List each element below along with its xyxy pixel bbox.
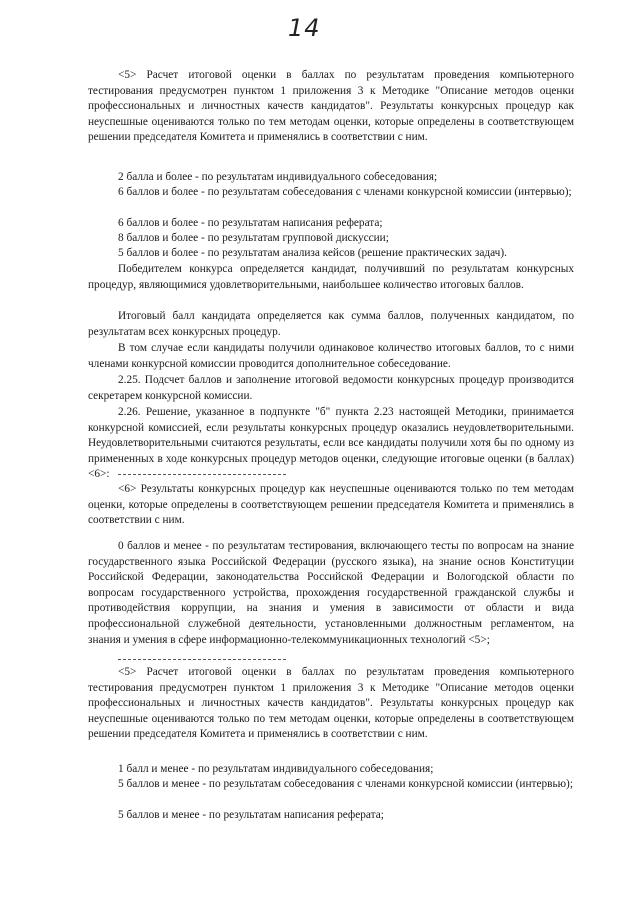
threshold-group-discussion: 8 баллов и более - по результатам групповой дискуссии; <box>118 232 389 244</box>
footnote-divider-2 <box>118 659 286 660</box>
footnote-5: <5> Расчет итоговой оценки в баллах по результатам проведения компьютерного тестирования предусмотрен пунктом 1 приложения 3 к Методике "Описание методов оценки профессиональных и личностных качеств кандидатов". Результаты конкурсных процедур как неуспешные оцениваются только по тем методам оценки, которые определены в соответствующем решении председателя Комитета и применялись в соответствии с ним. <box>88 666 574 741</box>
testing-threshold-paragraph: 0 баллов и менее - по результатам тестирования, включающего тесты по вопросам на знание государственного языка Российской Федерации (русского языка), на знание основ Конституции Российской Федерации, законодательства Российской Федерации и Вологодской области по вопросам государственного устройства, прохождения государственной гражданской службы и противодействия коррупции, на знания и умения в зависимости от области и вида профессиональной служебной деятельности, установленными должностным регламентом, на знания и умения в сфере информационно-телекоммуникационных технологий <5>; <box>88 540 574 646</box>
footnote-divider <box>118 474 286 475</box>
clause-2-26: 2.26. Решение, указанное в подпункте "б" пункта 2.23 настоящей Методики, принимается конкурсной комиссией, если результаты конкурсных процедур оказались неудовлетворительными. Неудовлетворительными считаются результаты, если все кандидаты получили хотя бы по одному из примененных в ходе конкурсных процедур методов оценки, следующие итоговые оценки (в баллах) <6>: <box>88 406 574 481</box>
threshold-essay: 6 баллов и более - по результатам написания реферата; <box>118 217 383 229</box>
threshold-individual-interview: 2 балла и более - по результатам индивидуального собеседования; <box>118 171 438 183</box>
footnote-6: <6> Результаты конкурсных процедур как неуспешные оцениваются только по тем методам оценки, которые определены в соответствующем решении председателя Комитета и применялись в соответствии с ним. <box>88 483 574 527</box>
page-number: 14 <box>288 14 321 42</box>
winner-paragraph: Победителем конкурса определяется кандидат, получивший по результатам конкурсных процедур, являющимися удовлетворительными, наибольшее количество итоговых баллов. <box>88 263 574 291</box>
threshold-commission-interview-low: 5 баллов и менее - по результатам собеседования с членами конкурсной комиссии (интервью); <box>118 778 573 790</box>
threshold-individual-interview-low: 1 балл и менее - по результатам индивидуального собеседования; <box>118 763 434 775</box>
threshold-essay-low: 5 баллов и менее - по результатам написания реферата; <box>118 809 384 821</box>
threshold-case-analysis: 5 баллов и более - по результатам анализа кейсов (решение практических задач). <box>118 247 507 259</box>
threshold-commission-interview: 6 баллов и более - по результатам собеседования с членами конкурсной комиссии (интервью); <box>118 186 572 198</box>
clause-2-25: 2.25. Подсчет баллов и заполнение итоговой ведомости конкурсных процедур производится секретарем конкурсной комиссии. <box>88 374 574 402</box>
footnote-5-paragraph: <5> Расчет итоговой оценки в баллах по результатам проведения компьютерного тестирования предусмотрен пунктом 1 приложения 3 к Методике "Описание методов оценки профессиональных и личностных качеств кандидатов". Результаты конкурсных процедур как неуспешные оцениваются только по тем методам оценки, которые определены в соответствующем решении председателя Комитета и применялись в соответствии с ним. <box>88 69 574 144</box>
tie-paragraph: В том случае если кандидаты получили одинаковое количество итоговых баллов, то с ними членами конкурсной комиссии проводится дополнительное собеседование. <box>88 342 574 370</box>
total-score-paragraph: Итоговый балл кандидата определяется как сумма баллов, полученных кандидатом, по результатам всех конкурсных процедур. <box>88 310 574 338</box>
